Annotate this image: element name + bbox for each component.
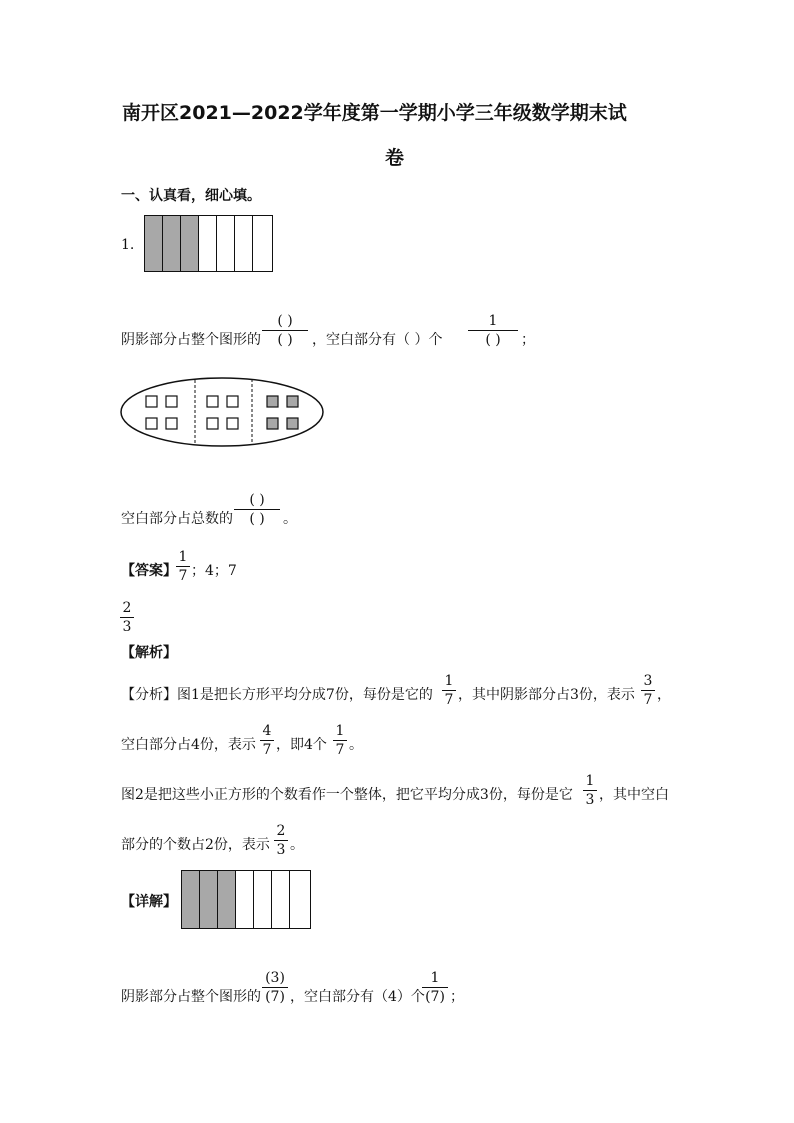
fraction-denominator: 3 — [276, 842, 286, 858]
blank-cell — [254, 871, 272, 928]
q1-line1-end: ； — [521, 332, 535, 348]
fraction-numerator: 1 — [442, 673, 456, 691]
fraction-denominator: ( ) — [485, 332, 501, 348]
fraction-denominator: ( ) — [277, 332, 293, 348]
blank-cell — [199, 216, 217, 271]
fraction-denominator: ( ) — [249, 511, 265, 527]
analysis-fraction — [641, 673, 655, 708]
page-title-line1: 南开区2021—2022学年度第一学期小学三年级数学期末试 — [122, 102, 627, 124]
q1-line2-prefix: 空白部分占总数的 — [121, 511, 233, 527]
detail-label: 【详解】 — [121, 894, 177, 910]
fraction-denominator: 7 — [335, 742, 345, 758]
detail-fraction-1 — [262, 970, 288, 1005]
fraction-unit — [468, 313, 518, 348]
fraction-numerator: (3) — [262, 970, 288, 988]
analysis-p4-b: 。 — [290, 837, 304, 853]
fraction-denominator: 7 — [262, 742, 272, 758]
analysis-p2-a: 空白部分占4份，表示 — [121, 737, 256, 753]
fraction-numerator: 1 — [468, 313, 518, 331]
fraction-denominator: 7 — [178, 568, 188, 584]
fraction-denominator: 3 — [585, 792, 595, 808]
shaded-cell — [163, 216, 181, 271]
fraction-numerator: 1 — [176, 549, 190, 567]
analysis-fraction — [333, 723, 347, 758]
fraction-numerator: ( ) — [234, 492, 280, 510]
analysis-label: 【解析】 — [121, 645, 177, 661]
rectangle-figure-detail — [181, 870, 311, 929]
analysis-p4-a: 部分的个数占2份，表示 — [121, 837, 270, 853]
analysis-fraction — [274, 823, 288, 858]
section-heading: 一、认真看，细心填。 — [121, 188, 261, 204]
fraction-denominator: 7 — [643, 692, 653, 708]
fraction-numerator: 3 — [641, 673, 655, 691]
q1-line1-mid: ，空白部分有（ ）个 — [312, 332, 443, 348]
blank-cell — [236, 871, 254, 928]
rectangle-figure-1 — [144, 215, 273, 272]
analysis-p2-c: 。 — [349, 737, 363, 753]
fraction-numerator: 1 — [583, 773, 597, 791]
fraction-numerator: 2 — [120, 600, 134, 618]
fraction-numerator: 1 — [333, 723, 347, 741]
detail-line-prefix: 阴影部分占整个图形的 — [121, 989, 261, 1005]
fraction-denominator: (7) — [265, 989, 285, 1005]
shaded-cell — [200, 871, 218, 928]
blank-cell — [272, 871, 290, 928]
blank-cell — [235, 216, 253, 271]
fraction-blank — [262, 313, 308, 348]
ellipse-figure-2 — [119, 375, 329, 451]
shaded-cell — [182, 871, 200, 928]
detail-line-mid: ，空白部分有（4）个 — [290, 989, 425, 1005]
fraction-numerator: 2 — [274, 823, 288, 841]
answer-fraction-1 — [176, 549, 190, 584]
page-title-line2: 卷 — [385, 147, 405, 169]
fraction-numerator: 1 — [422, 970, 448, 988]
detail-fraction-2 — [422, 970, 448, 1005]
shaded-cell — [145, 216, 163, 271]
fraction-numerator: 4 — [260, 723, 274, 741]
fraction-blank — [234, 492, 280, 527]
answer-rest: ；4；7 — [191, 563, 237, 579]
detail-line-end: ； — [450, 989, 464, 1005]
fraction-denominator: (7) — [425, 989, 445, 1005]
answer-label: 【答案】 — [121, 563, 177, 579]
shaded-cell — [218, 871, 236, 928]
analysis-p1-a: 【分析】图1是把长方形平均分成7份，每份是它的 — [121, 687, 433, 703]
question-number: 1. — [121, 237, 135, 253]
blank-cell — [290, 871, 307, 928]
shaded-cell — [181, 216, 199, 271]
fraction-denominator: 7 — [444, 692, 454, 708]
analysis-p2-b: ，即4个 — [276, 737, 327, 753]
fraction-denominator: 3 — [122, 619, 132, 635]
analysis-p3-b: ，其中空白 — [599, 787, 669, 803]
blank-cell — [253, 216, 269, 271]
answer-fraction-2 — [120, 600, 134, 635]
q1-line2-end: 。 — [283, 511, 297, 527]
q1-line1-prefix: 阴影部分占整个图形的 — [121, 332, 261, 348]
analysis-fraction — [442, 673, 456, 708]
analysis-fraction — [260, 723, 274, 758]
analysis-p1-b: ，其中阴影部分占3份，表示 — [458, 687, 635, 703]
fraction-numerator: ( ) — [262, 313, 308, 331]
analysis-p3-a: 图2是把这些小正方形的个数看作一个整体，把它平均分成3份，每份是它 — [121, 787, 573, 803]
blank-cell — [217, 216, 235, 271]
analysis-p1-c: ， — [657, 687, 671, 703]
analysis-fraction — [583, 773, 597, 808]
